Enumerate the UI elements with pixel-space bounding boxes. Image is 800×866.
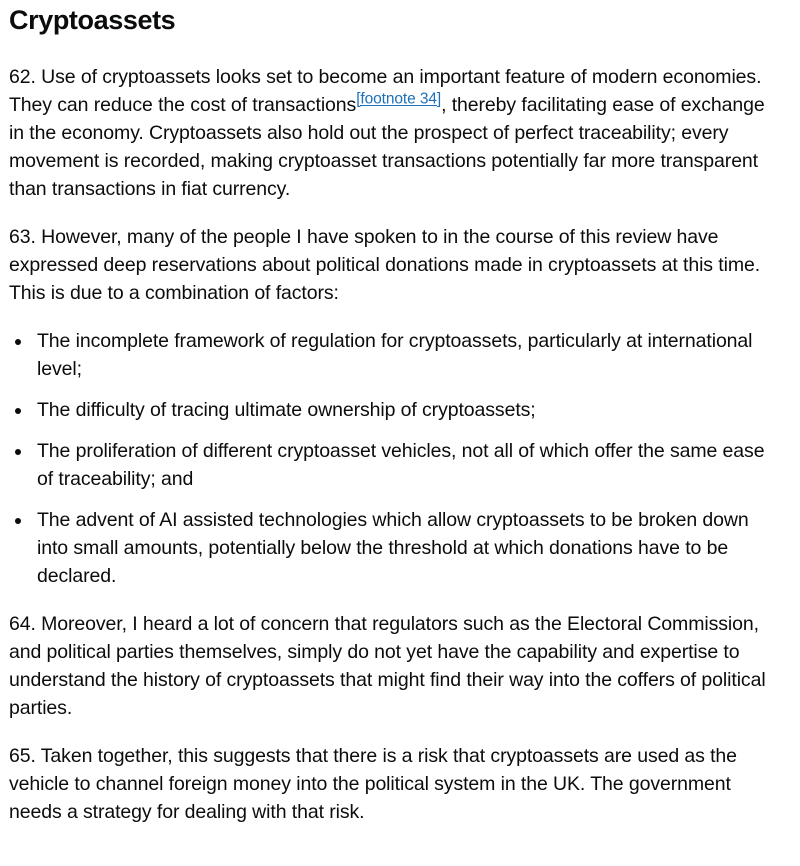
paragraph-62-text-after: , thereby facilitating ease of exchange in the economy. Cryptoassets also hold out the prospect of perfect traceability; every movement is recorded, making cryptoasset transactions potentially far more transparent than transactions in fiat currency. xyxy=(9,94,765,200)
paragraph-63: 63. However, many of the people I have spoken to in the course of this review have expressed deep reservations about political donations made in cryptoassets at this time. This is due to a combination of factors: xyxy=(9,226,761,304)
paragraph-62-text-before: 62. Use of cryptoassets looks set to become an important feature of modern economies. They can reduce the cost of transactions xyxy=(9,66,762,116)
paragraph-64: 64. Moreover, I heard a lot of concern that regulators such as the Electoral Commission, and political parties themselves, simply do not yet have the capability and expertise to understand the history of cryptoassets that might find their way into the coffers of political parties. xyxy=(9,613,766,719)
list-item: • The difficulty of tracing ultimate ownership of cryptoassets; xyxy=(33,396,768,424)
footnote-34-link[interactable]: [footnote 34] xyxy=(356,90,442,108)
list-item: • The incomplete framework of regulation for cryptoassets, particularly at international level; xyxy=(33,327,768,383)
page-title: Cryptoassets xyxy=(9,5,176,35)
factors-bullet-list xyxy=(9,327,768,590)
paragraph-62 xyxy=(9,63,768,203)
list-item: • The proliferation of different cryptoasset vehicles, not all of which offer the same ease of traceability; and xyxy=(33,437,768,493)
list-item: • The advent of AI assisted technologies which allow cryptoassets to be broken down into small amounts, potentially below the threshold at which donations have to be declared. xyxy=(33,506,768,590)
paragraph-65: 65. Taken together, this suggests that there is a risk that cryptoassets are used as the vehicle to channel foreign money into the political system in the UK. The government needs a strategy for dealing with that risk. xyxy=(9,745,737,823)
